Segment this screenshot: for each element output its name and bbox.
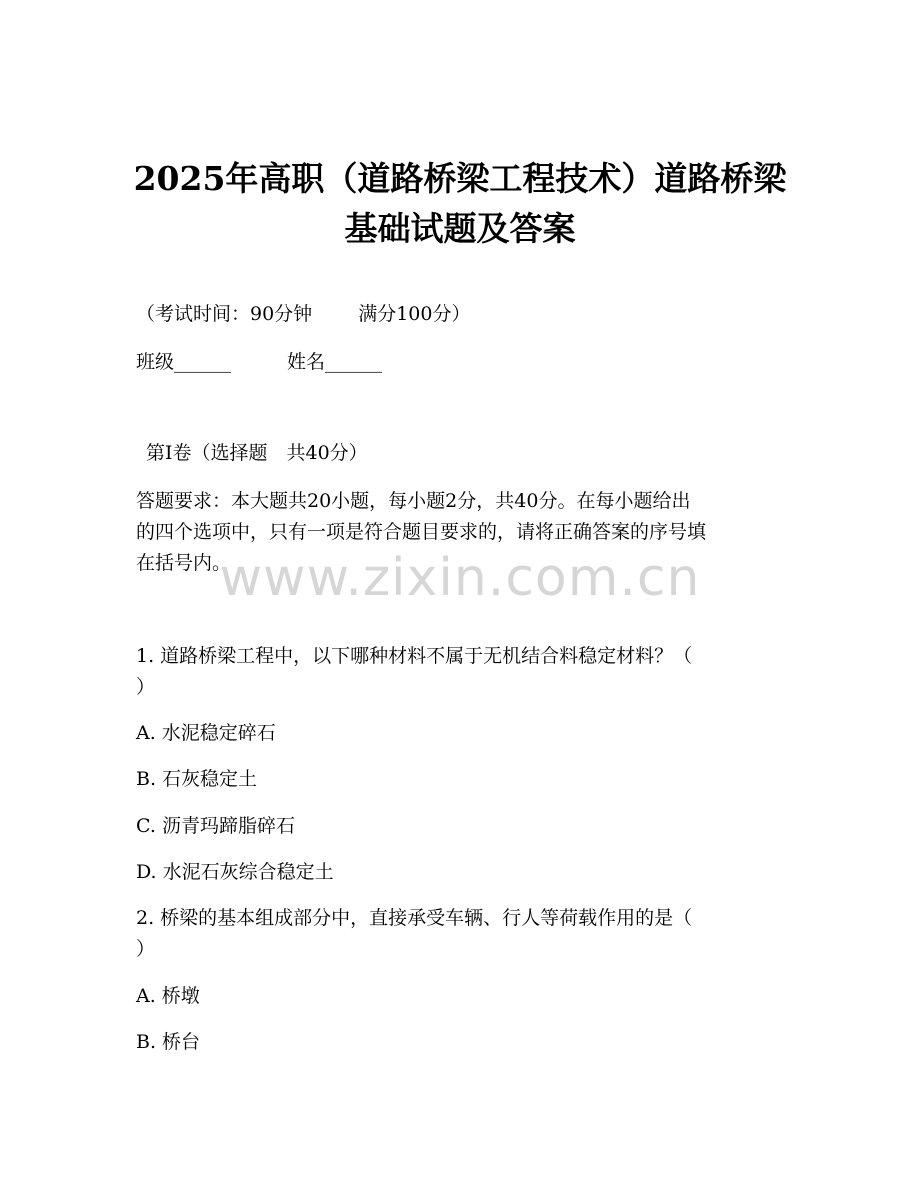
exam-info [136,302,470,326]
question-1-option-c: C. 沥青玛蹄脂碎石 [136,815,295,837]
question-2-stem-line-2: ） [136,938,156,960]
question-2-option-a: A. 桥墩 [136,985,200,1007]
instructions-line-3: 在括号内。 [136,552,232,574]
question-1-stem-line-2: ） [136,676,156,698]
section-heading: 第Ⅰ卷（选择题 共40分） [146,442,368,464]
document-title-line-2: 基础试题及答案 [344,209,576,248]
question-1-option-d: D. 水泥石灰综合稳定土 [136,861,334,883]
question-1-option-b: B. 石灰稳定土 [136,768,258,790]
class-field-label: 班级______ [136,351,232,373]
document-title-line-1: 2025年高职（道路桥梁工程技术）道路桥梁 [133,159,787,198]
question-2-option-b: B. 桥台 [136,1031,201,1053]
student-fields [136,350,382,374]
question-2-stem-line-1: 2. 桥梁的基本组成部分中，直接承受车辆、行人等荷载作用的是（ [136,907,693,929]
instructions-line-1: 答题要求：本大题共20小题，每小题2分，共40分。在每小题给出 [136,490,691,512]
instructions-line-2: 的四个选项中，只有一项是符合题目要求的，请将正确答案的序号填 [136,521,707,543]
exam-time: （考试时间：90分钟 [136,303,313,325]
question-1-option-a: A. 水泥稳定碎石 [136,722,276,744]
exam-full-score: 满分100分） [358,303,471,325]
watermark: www.zixin.com.cn [219,548,701,608]
question-1-stem-line-1: 1. 道路桥梁工程中，以下哪种材料不属于无机结合料稳定材料？（ [136,645,693,667]
name-field-label: 姓名______ [287,351,383,373]
